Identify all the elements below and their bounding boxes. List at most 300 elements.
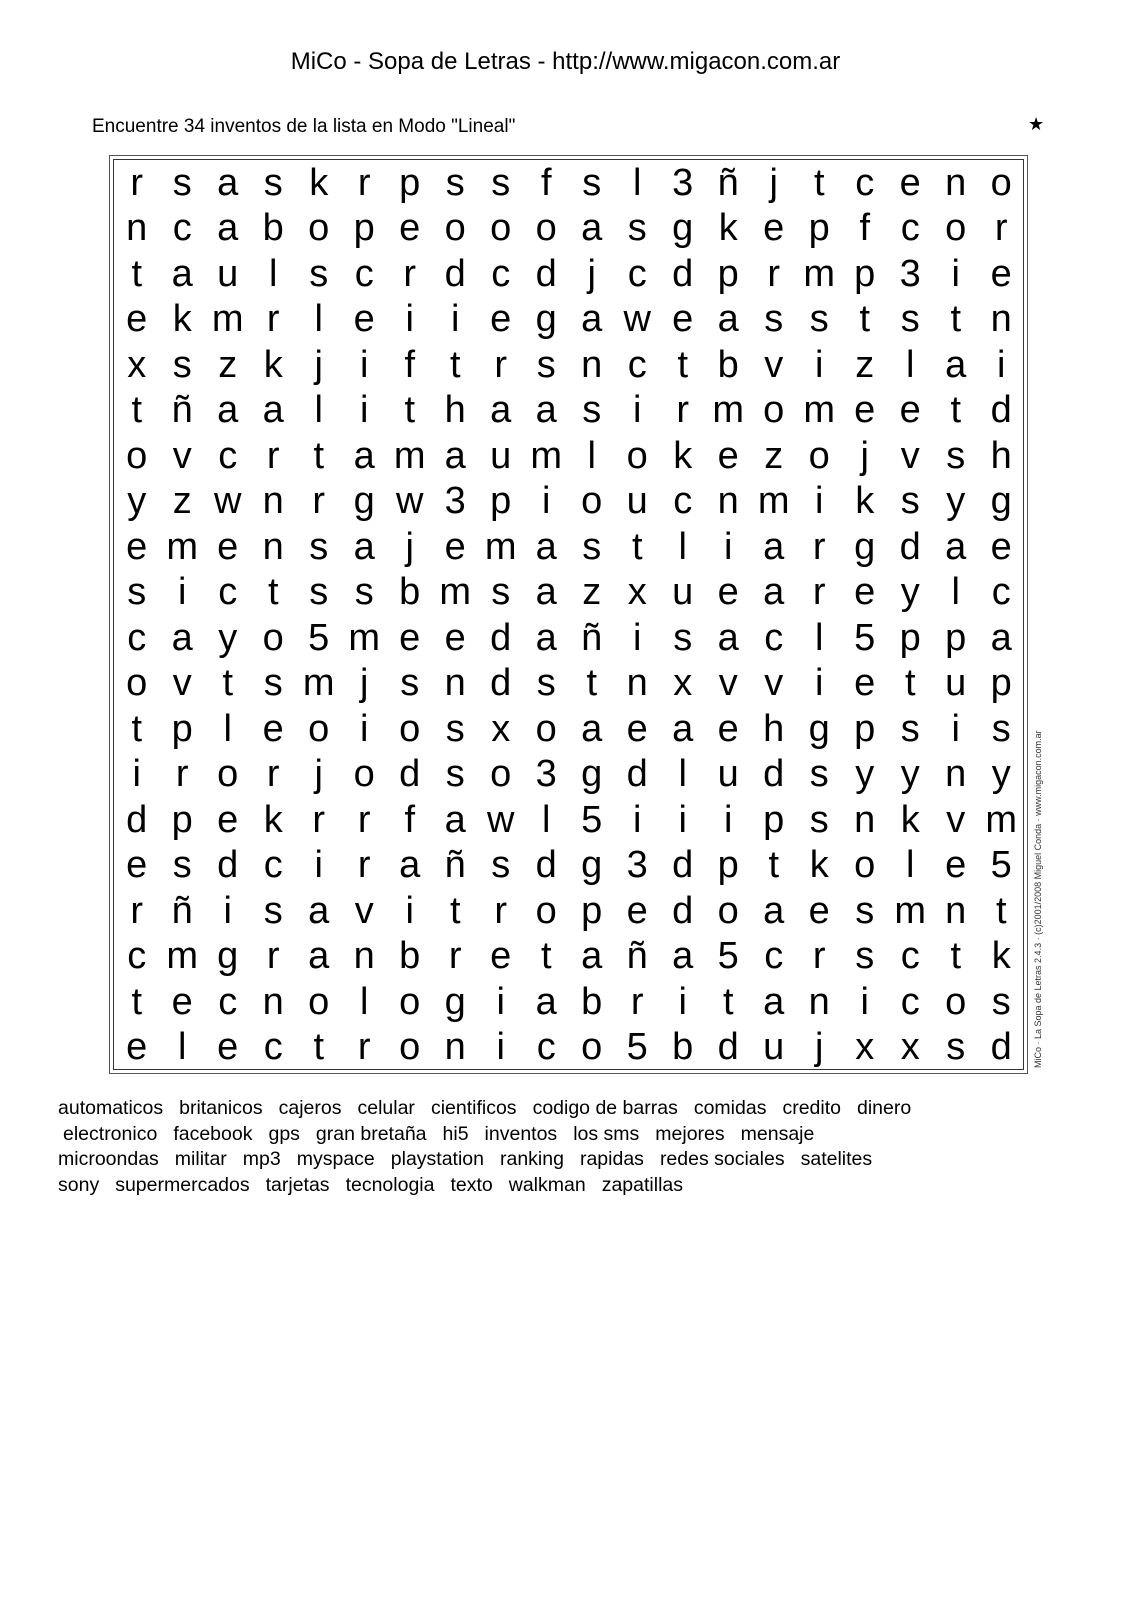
grid-letter[interactable]: o [399,980,421,1023]
grid-letter[interactable]: p [854,707,876,750]
grid-letter[interactable]: g [581,844,603,887]
grid-letter[interactable]: t [449,889,461,932]
grid-letter[interactable]: d [535,844,557,887]
grid-letter[interactable]: s [900,707,920,750]
grid-letter[interactable]: o [535,707,557,750]
grid-letter[interactable]: m [894,889,927,932]
grid-letter[interactable]: d [490,662,512,705]
grid-letter[interactable]: i [360,389,369,432]
grid-letter[interactable]: w [396,480,424,523]
grid-letter[interactable]: e [854,662,876,705]
grid-letter[interactable]: m [757,480,790,523]
grid-letter[interactable]: 5 [990,844,1012,887]
grid-letter[interactable]: r [812,525,826,568]
grid-letter[interactable]: e [990,252,1012,295]
grid-letter[interactable]: a [763,980,785,1023]
grid-letter[interactable]: o [399,707,421,750]
grid-letter[interactable]: o [990,161,1012,204]
grid-letter[interactable]: s [172,343,192,386]
grid-letter[interactable]: c [172,207,192,250]
grid-letter[interactable]: z [764,434,784,477]
grid-letter[interactable]: g [581,753,603,796]
grid-letter[interactable]: l [314,298,323,341]
grid-letter[interactable]: l [269,252,278,295]
grid-letter[interactable]: i [678,980,687,1023]
grid-letter[interactable]: r [130,889,144,932]
grid-letter[interactable]: a [717,298,739,341]
grid-letter[interactable]: i [496,980,505,1023]
grid-letter[interactable]: j [314,753,323,796]
grid-letter[interactable]: r [357,1026,371,1069]
grid-letter[interactable]: g [217,935,239,978]
grid-letter[interactable]: b [262,207,284,250]
grid-letter[interactable]: r [994,207,1008,250]
grid-letter[interactable]: l [314,389,323,432]
grid-letter[interactable]: 5 [581,798,603,841]
grid-letter[interactable]: s [172,161,192,204]
grid-letter[interactable]: s [491,571,511,614]
grid-letter[interactable]: d [535,252,557,295]
grid-letter[interactable]: n [854,798,876,841]
grid-letter[interactable]: r [403,252,417,295]
grid-letter[interactable]: e [399,616,421,659]
grid-letter[interactable]: t [313,434,325,477]
grid-letter[interactable]: k [309,161,329,204]
grid-letter[interactable]: o [808,434,830,477]
grid-letter[interactable]: f [404,343,416,386]
grid-letter[interactable]: m [166,935,199,978]
grid-letter[interactable]: a [581,935,603,978]
grid-letter[interactable]: m [803,252,836,295]
grid-letter[interactable]: r [676,389,690,432]
grid-letter[interactable]: n [353,935,375,978]
grid-letter[interactable]: b [581,980,603,1023]
grid-letter[interactable]: g [535,298,557,341]
grid-letter[interactable]: c [764,616,784,659]
grid-letter[interactable]: t [449,343,461,386]
grid-letter[interactable]: i [633,389,642,432]
grid-letter[interactable]: n [126,207,148,250]
grid-letter[interactable]: x [855,1026,875,1069]
grid-letter[interactable]: e [763,207,785,250]
grid-letter[interactable]: m [348,616,381,659]
grid-letter[interactable]: p [854,252,876,295]
grid-letter[interactable]: a [535,616,557,659]
grid-letter[interactable]: s [900,298,920,341]
grid-letter[interactable]: j [587,252,596,295]
grid-letter[interactable]: o [763,389,785,432]
grid-letter[interactable]: t [950,298,962,341]
grid-letter[interactable]: s [991,980,1011,1023]
grid-letter[interactable]: r [266,935,280,978]
grid-letter[interactable]: r [175,753,189,796]
grid-letter[interactable]: i [997,343,1006,386]
grid-letter[interactable]: u [672,571,694,614]
grid-letter[interactable]: t [677,343,689,386]
grid-letter[interactable]: a [672,935,694,978]
grid-letter[interactable]: 5 [308,616,330,659]
grid-letter[interactable]: a [171,252,193,295]
grid-letter[interactable]: e [717,571,739,614]
grid-letter[interactable]: r [767,252,781,295]
grid-letter[interactable]: s [354,571,374,614]
grid-letter[interactable]: s [491,844,511,887]
grid-letter[interactable]: x [127,343,147,386]
grid-letter[interactable]: a [990,616,1012,659]
grid-letter[interactable]: a [535,389,557,432]
grid-letter[interactable]: p [899,616,921,659]
grid-letter[interactable]: u [217,252,239,295]
grid-letter[interactable]: e [490,298,512,341]
grid-letter[interactable]: t [267,571,279,614]
grid-letter[interactable]: h [763,707,785,750]
grid-letter[interactable]: r [494,889,508,932]
grid-letter[interactable]: p [581,889,603,932]
grid-letter[interactable]: u [626,480,648,523]
grid-letter[interactable]: p [490,480,512,523]
grid-letter[interactable]: l [906,343,915,386]
grid-letter[interactable]: a [444,798,466,841]
grid-letter[interactable]: i [178,571,187,614]
grid-letter[interactable]: y [900,571,920,614]
grid-letter[interactable]: l [633,161,642,204]
grid-letter[interactable]: a [945,525,967,568]
grid-letter[interactable]: s [127,571,147,614]
grid-letter[interactable]: t [404,389,416,432]
grid-letter[interactable]: c [218,980,238,1023]
grid-letter[interactable]: e [626,707,648,750]
grid-letter[interactable]: t [222,662,234,705]
grid-letter[interactable]: x [491,707,511,750]
grid-letter[interactable]: d [990,1026,1012,1069]
grid-letter[interactable]: u [945,662,967,705]
grid-letter[interactable]: v [172,434,192,477]
grid-letter[interactable]: s [946,434,966,477]
grid-letter[interactable]: e [945,844,967,887]
grid-letter[interactable]: t [131,980,143,1023]
grid-letter[interactable]: u [717,753,739,796]
grid-letter[interactable]: l [178,1026,187,1069]
grid-letter[interactable]: t [631,525,643,568]
grid-letter[interactable]: m [712,389,745,432]
grid-letter[interactable]: j [860,434,869,477]
grid-letter[interactable]: z [582,571,602,614]
grid-letter[interactable]: y [218,616,238,659]
grid-letter[interactable]: o [717,889,739,932]
grid-letter[interactable]: k [263,798,283,841]
grid-letter[interactable]: a [308,889,330,932]
grid-letter[interactable]: l [678,753,687,796]
grid-letter[interactable]: r [357,798,371,841]
grid-letter[interactable]: c [127,935,147,978]
grid-letter[interactable]: w [623,298,651,341]
grid-letter[interactable]: i [815,343,824,386]
grid-letter[interactable]: b [399,935,421,978]
grid-letter[interactable]: k [673,434,693,477]
grid-letter[interactable]: b [717,343,739,386]
grid-letter[interactable]: s [855,935,875,978]
grid-letter[interactable]: k [855,480,875,523]
grid-letter[interactable]: c [991,571,1011,614]
grid-letter[interactable]: c [263,844,283,887]
grid-letter[interactable]: b [672,1026,694,1069]
grid-letter[interactable]: m [211,298,244,341]
grid-letter[interactable]: a [399,844,421,887]
grid-letter[interactable]: y [127,480,147,523]
grid-letter[interactable]: p [808,207,830,250]
grid-letter[interactable]: c [764,935,784,978]
grid-letter[interactable]: s [445,753,465,796]
grid-letter[interactable]: l [223,707,232,750]
grid-letter[interactable]: k [263,343,283,386]
grid-letter[interactable]: n [444,1026,466,1069]
grid-letter[interactable]: s [946,1026,966,1069]
grid-letter[interactable]: g [990,480,1012,523]
grid-letter[interactable]: n [581,343,603,386]
grid-letter[interactable]: x [627,571,647,614]
grid-letter[interactable]: o [535,889,557,932]
grid-letter[interactable]: o [581,1026,603,1069]
grid-letter[interactable]: i [314,844,323,887]
grid-letter[interactable]: i [542,480,551,523]
grid-letter[interactable]: e [990,525,1012,568]
grid-letter[interactable]: j [405,525,414,568]
grid-letter[interactable]: s [582,161,602,204]
grid-letter[interactable]: a [535,571,557,614]
grid-letter[interactable]: n [808,980,830,1023]
grid-letter[interactable]: m [484,525,517,568]
grid-letter[interactable]: a [490,389,512,432]
grid-letter[interactable]: i [951,707,960,750]
grid-letter[interactable]: v [172,662,192,705]
grid-letter[interactable]: i [633,616,642,659]
grid-letter[interactable]: e [217,798,239,841]
grid-letter[interactable]: i [951,252,960,295]
grid-letter[interactable]: p [990,662,1012,705]
grid-letter[interactable]: t [813,161,825,204]
grid-letter[interactable]: o [581,480,603,523]
grid-letter[interactable]: o [444,207,466,250]
grid-letter[interactable]: a [535,525,557,568]
grid-letter[interactable]: w [214,480,242,523]
grid-letter[interactable]: i [815,480,824,523]
grid-letter[interactable]: r [266,434,280,477]
grid-letter[interactable]: s [673,616,693,659]
grid-letter[interactable]: d [672,889,694,932]
grid-letter[interactable]: t [950,389,962,432]
grid-letter[interactable]: c [900,207,920,250]
grid-letter[interactable]: j [360,662,369,705]
grid-letter[interactable]: o [535,207,557,250]
grid-letter[interactable]: r [312,480,326,523]
grid-letter[interactable]: e [854,389,876,432]
grid-letter[interactable]: s [309,252,329,295]
grid-letter[interactable]: a [353,434,375,477]
grid-letter[interactable]: c [900,980,920,1023]
grid-letter[interactable]: v [764,343,784,386]
grid-letter[interactable]: ñ [444,844,466,887]
grid-letter[interactable]: 3 [535,753,557,796]
grid-letter[interactable]: r [357,844,371,887]
grid-letter[interactable]: i [724,525,733,568]
grid-letter[interactable]: e [217,525,239,568]
grid-letter[interactable]: a [262,389,284,432]
grid-letter[interactable]: o [626,434,648,477]
grid-letter[interactable]: r [266,298,280,341]
grid-letter[interactable]: m [803,389,836,432]
grid-letter[interactable]: d [672,252,694,295]
grid-letter[interactable]: c [627,252,647,295]
grid-letter[interactable]: o [308,980,330,1023]
grid-letter[interactable]: s [627,207,647,250]
grid-letter[interactable]: a [581,707,603,750]
grid-letter[interactable]: k [172,298,192,341]
grid-letter[interactable]: h [990,434,1012,477]
grid-letter[interactable]: ñ [171,389,193,432]
grid-letter[interactable]: e [490,935,512,978]
grid-letter[interactable]: d [763,753,785,796]
grid-letter[interactable]: o [308,707,330,750]
grid-letter[interactable]: a [763,889,785,932]
grid-letter[interactable]: m [985,798,1018,841]
grid-letter[interactable]: x [673,662,693,705]
grid-letter[interactable]: o [353,753,375,796]
grid-letter[interactable]: s [263,161,283,204]
grid-letter[interactable]: 5 [717,935,739,978]
grid-letter[interactable]: ñ [626,935,648,978]
grid-letter[interactable]: i [132,753,141,796]
grid-letter[interactable]: c [900,935,920,978]
grid-letter[interactable]: s [582,525,602,568]
grid-letter[interactable]: r [448,935,462,978]
grid-letter[interactable]: o [308,207,330,250]
grid-letter[interactable]: u [490,434,512,477]
grid-letter[interactable]: 3 [899,252,921,295]
grid-letter[interactable]: e [262,707,284,750]
grid-letter[interactable]: c [673,480,693,523]
grid-letter[interactable]: 5 [854,616,876,659]
grid-letter[interactable]: a [217,161,239,204]
grid-letter[interactable]: p [717,252,739,295]
grid-letter[interactable]: a [171,616,193,659]
grid-letter[interactable]: i [405,889,414,932]
grid-letter[interactable]: s [855,889,875,932]
grid-letter[interactable]: e [854,571,876,614]
grid-letter[interactable]: r [312,798,326,841]
grid-letter[interactable]: d [126,798,148,841]
grid-letter[interactable]: s [263,889,283,932]
grid-letter[interactable]: a [672,707,694,750]
grid-letter[interactable]: d [717,1026,739,1069]
grid-letter[interactable]: o [262,616,284,659]
grid-letter[interactable]: ñ [581,616,603,659]
grid-letter[interactable]: z [218,343,238,386]
grid-letter[interactable]: a [444,434,466,477]
grid-letter[interactable]: o [490,753,512,796]
grid-letter[interactable]: t [131,389,143,432]
grid-letter[interactable]: e [444,525,466,568]
grid-letter[interactable]: i [815,662,824,705]
grid-letter[interactable]: s [172,844,192,887]
grid-letter[interactable]: t [904,662,916,705]
grid-letter[interactable]: 3 [672,161,694,204]
grid-letter[interactable]: r [357,161,371,204]
grid-letter[interactable]: s [309,525,329,568]
grid-letter[interactable]: f [859,207,871,250]
grid-letter[interactable]: l [360,980,369,1023]
grid-letter[interactable]: j [314,343,323,386]
grid-letter[interactable]: h [444,389,466,432]
grid-letter[interactable]: o [490,207,512,250]
grid-letter[interactable]: d [990,389,1012,432]
grid-letter[interactable]: v [354,889,374,932]
grid-letter[interactable]: s [536,662,556,705]
grid-letter[interactable]: s [582,389,602,432]
grid-letter[interactable]: g [672,207,694,250]
grid-letter[interactable]: t [950,935,962,978]
grid-letter[interactable]: p [717,844,739,887]
grid-letter[interactable]: r [130,161,144,204]
grid-letter[interactable]: t [131,252,143,295]
grid-letter[interactable]: s [263,662,283,705]
grid-letter[interactable]: e [399,207,421,250]
grid-letter[interactable]: s [445,161,465,204]
grid-letter[interactable]: a [535,980,557,1023]
grid-letter[interactable]: e [126,525,148,568]
grid-letter[interactable]: a [308,935,330,978]
grid-letter[interactable]: a [217,207,239,250]
grid-letter[interactable]: y [900,753,920,796]
grid-letter[interactable]: r [812,935,826,978]
grid-letter[interactable]: t [722,980,734,1023]
grid-letter[interactable]: i [860,980,869,1023]
grid-letter[interactable]: e [899,161,921,204]
grid-letter[interactable]: l [587,434,596,477]
grid-letter[interactable]: a [945,343,967,386]
grid-letter[interactable]: l [542,798,551,841]
grid-letter[interactable]: g [854,525,876,568]
grid-letter[interactable]: r [494,343,508,386]
grid-letter[interactable]: y [946,480,966,523]
grid-letter[interactable]: c [627,343,647,386]
grid-letter[interactable]: n [945,889,967,932]
grid-letter[interactable]: t [768,844,780,887]
grid-letter[interactable]: a [763,525,785,568]
grid-letter[interactable]: i [360,343,369,386]
grid-letter[interactable]: d [626,753,648,796]
grid-letter[interactable]: o [217,753,239,796]
grid-letter[interactable]: i [223,889,232,932]
grid-letter[interactable]: n [262,525,284,568]
grid-letter[interactable]: v [764,662,784,705]
grid-letter[interactable]: y [855,753,875,796]
grid-letter[interactable]: d [899,525,921,568]
grid-letter[interactable]: d [672,844,694,887]
grid-letter[interactable]: v [900,434,920,477]
grid-letter[interactable]: s [491,161,511,204]
grid-letter[interactable]: c [536,1026,556,1069]
grid-letter[interactable]: p [171,798,193,841]
grid-letter[interactable]: a [581,207,603,250]
grid-letter[interactable]: d [444,252,466,295]
grid-letter[interactable]: m [439,571,472,614]
grid-letter[interactable]: c [354,252,374,295]
grid-letter[interactable]: c [855,161,875,204]
grid-letter[interactable]: r [630,980,644,1023]
grid-letter[interactable]: a [581,298,603,341]
grid-letter[interactable]: n [990,298,1012,341]
grid-letter[interactable]: s [900,480,920,523]
